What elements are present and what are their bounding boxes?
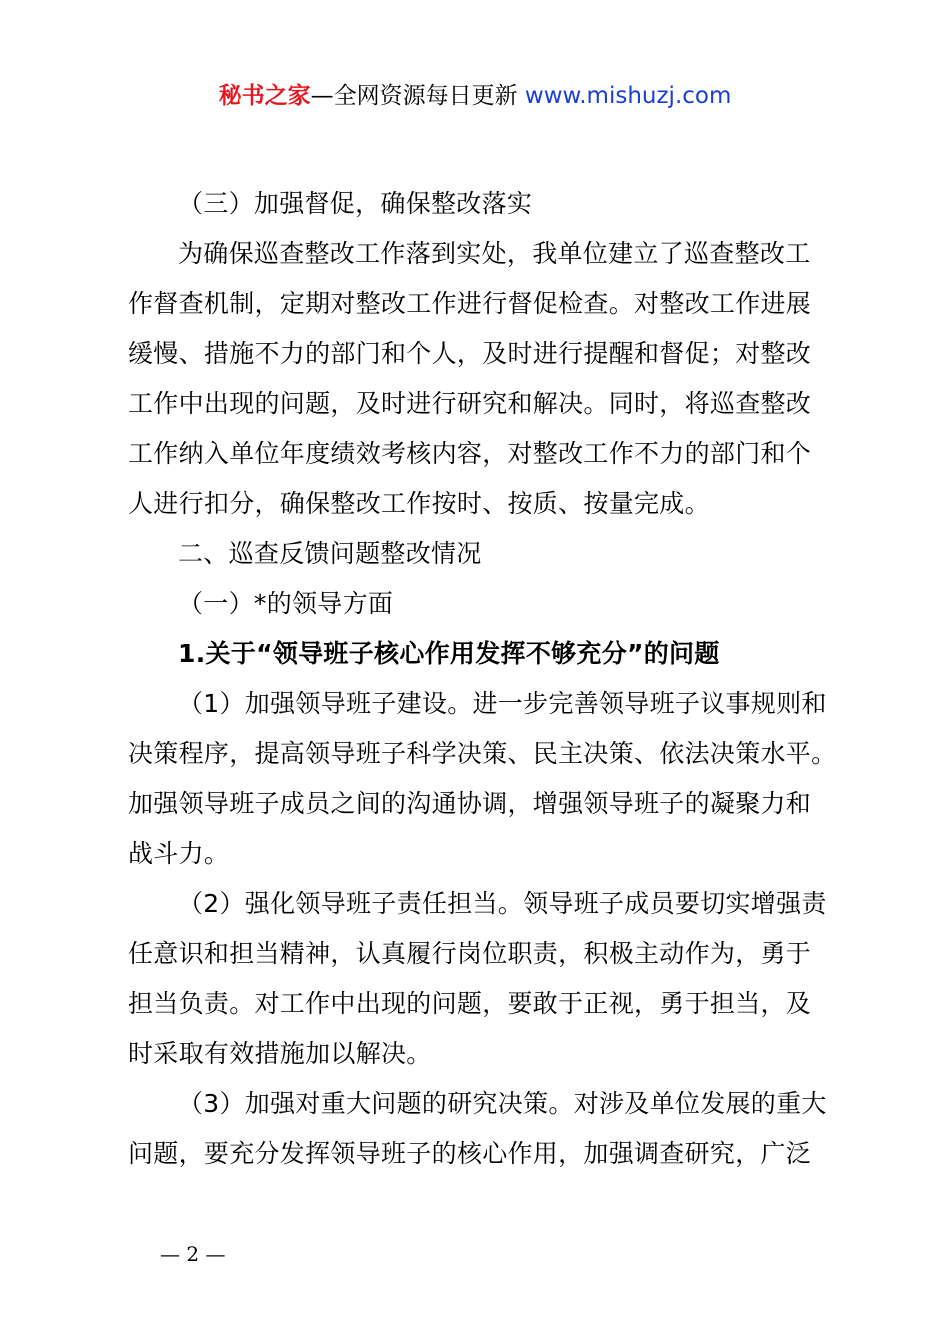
- paragraph-line: 决策程序，提高领导班子科学决策、民主决策、依法决策水平。: [128, 739, 837, 768]
- paragraph-line: 工作中出现的问题，及时进行研究和解决。同时，将巡查整改: [128, 389, 812, 418]
- paragraph-line: （3）加强对重大问题的研究决策。对涉及单位发展的重大: [178, 1089, 827, 1118]
- site-brand: 秘书之家: [218, 83, 311, 109]
- section-heading-2: 二、巡查反馈问题整改情况: [178, 539, 482, 568]
- paragraph-line: 作督查机制，定期对整改工作进行督促检查。对整改工作进展: [128, 289, 812, 318]
- page-number: — 2 —: [160, 1242, 226, 1266]
- paragraph-line: （1）加强领导班子建设。进一步完善领导班子议事规则和: [178, 689, 827, 718]
- paragraph-line: 工作纳入单位年度绩效考核内容，对整改工作不力的部门和个: [128, 439, 812, 468]
- paragraph-line: 为确保巡查整改工作落到实处，我单位建立了巡查整改工: [178, 239, 811, 268]
- subsection-heading-1: （一）*的领导方面: [178, 589, 394, 618]
- paragraph-line: 任意识和担当精神，认真履行岗位职责，积极主动作为，勇于: [128, 939, 812, 968]
- paragraph-line: 缓慢、措施不力的部门和个人，及时进行提醒和督促；对整改: [128, 339, 812, 368]
- paragraph-line: （2）强化领导班子责任担当。领导班子成员要切实增强责: [178, 889, 827, 918]
- paragraph-line: 战斗力。: [128, 839, 230, 868]
- section-heading-3: （三）加强督促，确保整改落实: [178, 189, 533, 218]
- paragraph-line: 人进行扣分，确保整改工作按时、按质、按量完成。: [128, 489, 710, 518]
- site-url-link[interactable]: www.mishuzj.com: [524, 83, 732, 109]
- issue-heading-1: 1.关于“领导班子核心作用发挥不够充分”的问题: [178, 639, 720, 668]
- paragraph-line: 担当负责。对工作中出现的问题，要敢于正视，勇于担当，及: [128, 989, 812, 1018]
- site-header: [0, 80, 950, 112]
- paragraph-line: 问题，要充分发挥领导班子的核心作用，加强调查研究，广泛: [128, 1139, 812, 1168]
- paragraph-line: 加强领导班子成员之间的沟通协调，增强领导班子的凝聚力和: [128, 789, 812, 818]
- site-slogan: —全网资源每日更新: [310, 83, 525, 109]
- paragraph-line: 时采取有效措施加以解决。: [128, 1039, 432, 1068]
